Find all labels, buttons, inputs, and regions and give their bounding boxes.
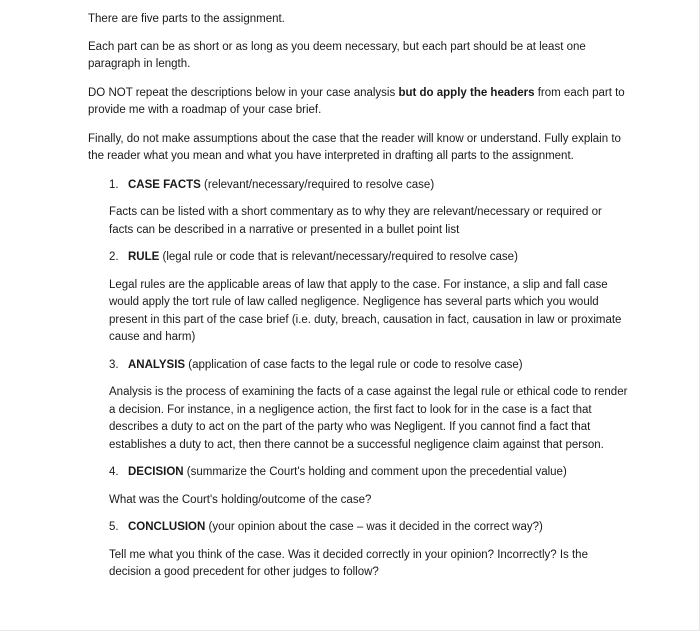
- part-1-body: Facts can be listed with a short commentary as to why they are relevant/necessary or required or facts can be described in a narrative or presented in a bullet point list: [109, 206, 602, 236]
- part-4-number: 4.: [109, 466, 119, 478]
- part-3-description: (application of case facts to the legal rule or code to resolve case): [185, 358, 523, 371]
- part-2-header: RULE: [128, 251, 160, 263]
- part-2-number: 2.: [109, 251, 119, 263]
- part-2-body: Legal rules are the applicable areas of law that apply to the case. For instance, a slip and fall case would apply the tort rule of law called negligence. Negligence has several parts which you would present in this part of the case brief (i.e. duty, breach, causation in fact, causation in law or proximate cause and harm): [109, 278, 622, 343]
- part-4-heading: [109, 464, 628, 482]
- part-3-header: ANALYSIS: [128, 358, 186, 371]
- part-3-heading: [109, 357, 628, 375]
- intro-headers-note: [88, 85, 628, 120]
- part-4-body: What was the Court's holding/outcome of the case?: [109, 493, 372, 506]
- intro-headers-post: from each part to provide me with a roadmap of your case brief.: [88, 86, 625, 116]
- intro-headers-pre: DO NOT repeat the descriptions below in your case analysis: [88, 86, 399, 99]
- intro-parts-count: There are five parts to the assignment.: [88, 13, 285, 25]
- intro-length-note: Each part can be as short or as long as you deem necessary, but each part should be at least one paragraph in length.: [88, 40, 586, 70]
- part-1-number: 1.: [109, 178, 119, 191]
- part-1-header: CASE FACTS: [128, 178, 201, 191]
- part-4-header: DECISION: [128, 466, 184, 478]
- part-2-description: (legal rule or code that is relevant/necessary/required to resolve case): [159, 251, 518, 263]
- part-5-number: 5.: [109, 521, 119, 533]
- part-3-number: 3.: [109, 358, 119, 371]
- part-1-description: (relevant/necessary/required to resolve case): [200, 178, 435, 191]
- part-2-heading: [109, 249, 628, 267]
- part-4-description: (summarize the Court's holding and comment upon the precedential value): [183, 466, 567, 478]
- assignment-instructions: [88, 11, 628, 592]
- part-5-description: (your opinion about the case – was it decided in the correct way?): [205, 521, 543, 533]
- part-5-header: CONCLUSION: [128, 521, 206, 533]
- part-3-body: Analysis is the process of examining the facts of a case against the legal rule or ethical code to render a decision. For instance, in a negligence action, the first fact to look for in the case is a fact that describes a duty to act on the part of the party who was Negligent. If you cannot find a fact that establishes a duty to act, then there cannot be a successful negligence claim against that person.: [109, 386, 628, 451]
- intro-assumptions-note: Finally, do not make assumptions about the case that the reader will know or understand. Fully explain to the reader what you mean and what you have interpreted in drafting all parts to the assignment.: [88, 132, 621, 162]
- part-5-body: Tell me what you think of the case. Was it decided correctly in your opinion? Incorrectly? Is the decision a good precedent for other judges to follow?: [109, 548, 588, 578]
- part-1-heading: [109, 177, 628, 195]
- intro-headers-bold: but do apply the headers: [398, 86, 535, 99]
- part-5-heading: [109, 519, 628, 537]
